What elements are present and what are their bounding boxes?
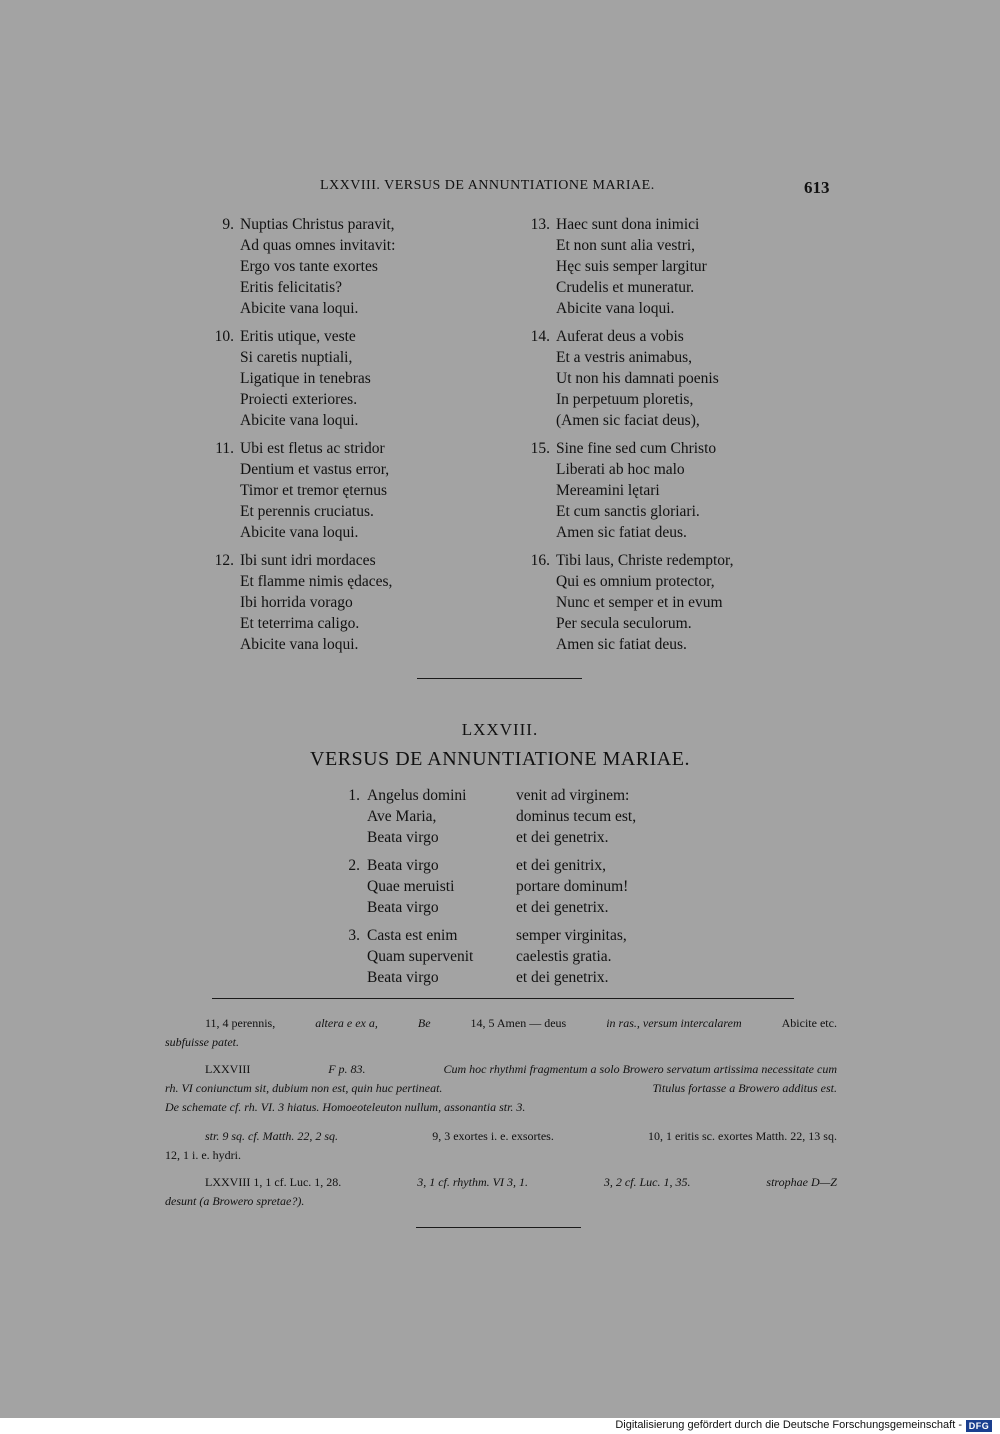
note-text: Cum hoc rhythmi fragmentum a solo Browero servatum artissima necessitate cum (443, 1062, 837, 1076)
verse-line: Abicite vana loqui. (556, 300, 675, 317)
stanza-lines (240, 326, 500, 431)
footer-credit: Digitalisierung gefördert durch die Deutsche Forschungsgemeinschaft - (615, 1419, 962, 1431)
verse-second-half: et dei genetrix. (516, 969, 609, 986)
verse-line: Proiecti exteriores. (240, 391, 358, 408)
note-text: F p. 83. (328, 1062, 366, 1076)
verse-line: Ubi est fletus ac stridor (240, 440, 385, 457)
stanza-lines (556, 550, 816, 655)
verse-first-half: Beata virgo (367, 899, 439, 916)
note-line (165, 1146, 837, 1165)
verse-line (330, 967, 690, 988)
verse-line: Per secula seculorum. (556, 615, 692, 632)
verse-line: Amen sic fatiat deus. (556, 524, 687, 541)
stanza-number: 15. (530, 440, 550, 457)
verse-line: Liberati ab hoc malo (556, 461, 685, 478)
verse-line: Et cum sanctis gloriari. (556, 503, 700, 520)
verse-line: (Amen sic faciat deus), (556, 412, 700, 429)
note-text: 12, 1 i. e. hydri. (165, 1148, 241, 1162)
dfg-logo-icon: DFG (966, 1420, 992, 1432)
note-block (165, 1127, 837, 1165)
digitization-footer (0, 1418, 1000, 1434)
note-text: 3, 2 cf. Luc. 1, 35. (603, 1175, 691, 1189)
note-text: 10, 1 eritis sc. exortes Matth. 22, 13 sq. (648, 1129, 837, 1143)
verse-line: Auferat deus a vobis (556, 328, 684, 345)
verse-line: Ibi sunt idri mordaces (240, 552, 376, 569)
verse-second-half: semper virginitas, (516, 927, 627, 944)
verse-line: Mereamini lętari (556, 482, 660, 499)
note-text: Be (417, 1016, 431, 1030)
verse-line: Et perennis cruciatus. (240, 503, 374, 520)
verse-second-half: et dei genetrix. (516, 829, 609, 846)
verse-line: Abicite vana loqui. (240, 412, 359, 429)
note-text: 3, 1 cf. rhythm. VI 3, 1. (417, 1175, 528, 1189)
note-line (165, 1014, 837, 1033)
stanza (200, 214, 500, 319)
note-text: Titulus fortasse a Browero additus est. (652, 1081, 837, 1095)
note-text: 11, 4 perennis, (205, 1016, 276, 1030)
verse-line: Et non sunt alia vestri, (556, 237, 696, 254)
stanza-lines (556, 438, 816, 543)
verse-line: Ligatique in tenebras (240, 370, 371, 387)
stanza (330, 855, 690, 918)
note-line (165, 1079, 837, 1098)
verse-line: Tibi laus, Christe redemptor, (556, 552, 734, 569)
poem-right-column (516, 214, 816, 662)
stanza-number: 14. (530, 328, 550, 345)
verse-line: Qui es omnium protector, (556, 573, 715, 590)
critical-apparatus (165, 1014, 837, 1219)
verse-first-half: Ave Maria, (367, 808, 437, 825)
note-text: De schemate cf. rh. VI. 3 hiatus. Homoeoteleuton nullum, assonantia str. 3. (165, 1100, 526, 1114)
verse-line: Timor et tremor ęternus (240, 482, 388, 499)
note-text: LXXVIII 1, 1 cf. Luc. 1, 28. (205, 1175, 342, 1189)
section-title: VERSUS DE ANNUNTIATIONE MARIAE. (310, 748, 690, 770)
verse-line: Ut non his damnati poenis (556, 370, 719, 387)
verse-line: Nuptias Christus paravit, (240, 216, 395, 233)
verse-line: Hęc suis semper largitur (556, 258, 707, 275)
note-block (165, 1014, 837, 1052)
verse-line: Abicite vana loqui. (240, 300, 359, 317)
verse-second-half: et dei genetrix. (516, 899, 609, 916)
end-rule (416, 1227, 581, 1228)
verse-line: Ibi horrida vorago (240, 594, 353, 611)
note-text: 14, 5 Amen — deus (470, 1016, 567, 1030)
verse-line: Abicite vana loqui. (240, 636, 359, 653)
verse-line: Ergo vos tante exortes (240, 258, 378, 275)
stanza-number: 9. (222, 216, 234, 233)
stanza (200, 550, 500, 655)
stanza-number: 13. (530, 216, 550, 233)
verse-line: Amen sic fatiat deus. (556, 636, 687, 653)
verse-first-half: Quae meruisti (367, 878, 455, 895)
verse-line: Dentium et vastus error, (240, 461, 390, 478)
verse-line: Abicite vana loqui. (240, 524, 359, 541)
stanza-lines (556, 214, 816, 319)
verse-first-half: Angelus domini (367, 787, 467, 804)
verse-second-half: et dei genitrix, (516, 857, 606, 874)
note-text: Abicite etc. (781, 1016, 837, 1030)
verse-line: Haec sunt dona inimici (556, 216, 700, 233)
verse-line (330, 946, 690, 967)
note-line (165, 1173, 837, 1192)
note-text: altera e ex a, (315, 1016, 378, 1030)
stanza (516, 550, 816, 655)
verse-line (330, 806, 690, 827)
verse-line (330, 855, 690, 876)
note-text: subfuisse patet. (165, 1035, 239, 1049)
stanza (200, 326, 500, 431)
note-block (165, 1173, 837, 1211)
verse-line (330, 925, 690, 946)
verse-line: Et flamme nimis ędaces, (240, 573, 393, 590)
stanza-number: 11. (215, 440, 234, 457)
verse-first-half: Casta est enim (367, 927, 458, 944)
verse-line (330, 876, 690, 897)
stanza-number: 16. (530, 552, 550, 569)
section-number: LXXVIII. (461, 720, 539, 739)
verse-line (330, 897, 690, 918)
note-text: desunt (a Browero spretae?). (165, 1194, 305, 1208)
note-text: strophae D—Z (766, 1175, 837, 1189)
note-line (165, 1060, 837, 1079)
verse-second-half: venit ad virginem: (516, 787, 630, 804)
running-title: LXXVIII. VERSUS DE ANNUNTIATIONE MARIAE. (320, 178, 655, 193)
verse-line: Eritis felicitatis? (240, 279, 343, 296)
stanza (200, 438, 500, 543)
stanza-number: 10. (214, 328, 234, 345)
verse-line: Et a vestris animabus, (556, 349, 693, 366)
verse-line (330, 785, 690, 806)
stanza-lines (240, 438, 500, 543)
verse-second-half: portare dominum! (516, 878, 629, 895)
note-line (165, 1098, 837, 1117)
verse-line: Crudelis et muneratur. (556, 279, 695, 296)
verse-line: Nunc et semper et in evum (556, 594, 723, 611)
stanza (516, 214, 816, 319)
verse-line (330, 827, 690, 848)
stanza-lines (556, 326, 816, 431)
verse-line: Eritis utique, veste (240, 328, 356, 345)
poem-annuntiatio (330, 785, 690, 995)
verse-line: Si caretis nuptiali, (240, 349, 353, 366)
stanza (330, 785, 690, 848)
apparatus-rule (212, 998, 794, 999)
verse-first-half: Beata virgo (367, 829, 439, 846)
stanza-number: 3. (348, 927, 360, 944)
note-line (165, 1033, 837, 1052)
stanza (516, 438, 816, 543)
note-text: str. 9 sq. cf. Matth. 22, 2 sq. (205, 1129, 339, 1143)
verse-second-half: caelestis gratia. (516, 948, 612, 965)
poem-left-column (200, 214, 500, 662)
note-block (165, 1060, 837, 1117)
stanza-number: 2. (348, 857, 360, 874)
note-line (165, 1127, 837, 1146)
stanza (330, 925, 690, 988)
note-text: 9, 3 exortes i. e. exsortes. (432, 1129, 554, 1143)
note-text: rh. VI coniunctum sit, dubium non est, quin huc pertineat. (165, 1081, 443, 1095)
verse-line: Sine fine sed cum Christo (556, 440, 717, 457)
verse-line: Ad quas omnes invitavit: (240, 237, 396, 254)
verse-line: Et teterrima caligo. (240, 615, 360, 632)
stanza-number: 1. (348, 787, 360, 804)
stanza-number: 12. (214, 552, 234, 569)
note-line (165, 1192, 837, 1211)
verse-line: In perpetuum ploretis, (556, 391, 694, 408)
verse-second-half: dominus tecum est, (516, 808, 637, 825)
section-divider (417, 678, 582, 679)
stanza-lines (240, 214, 500, 319)
stanza-lines (240, 550, 500, 655)
note-text: in ras., versum intercalarem (606, 1016, 742, 1030)
note-text: LXXVIII (205, 1062, 251, 1076)
verse-first-half: Quam supervenit (367, 948, 474, 965)
page-number: 613 (804, 178, 830, 197)
verse-first-half: Beata virgo (367, 857, 439, 874)
stanza (516, 326, 816, 431)
verse-first-half: Beata virgo (367, 969, 439, 986)
